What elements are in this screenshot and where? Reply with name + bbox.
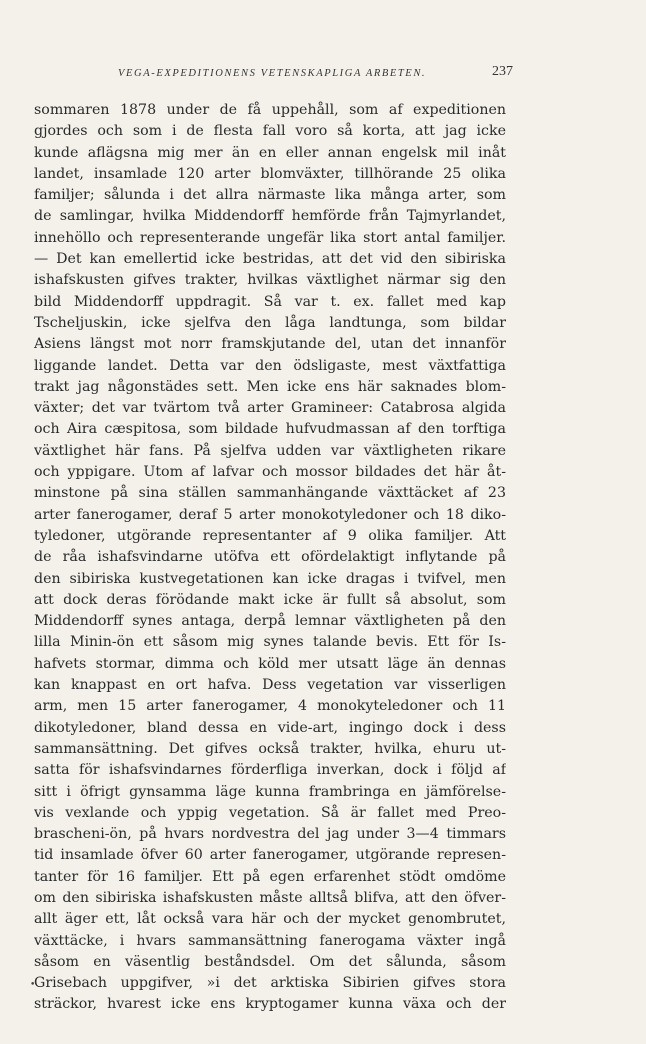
text-line: liggande landet. Detta var den ödsligaste, mest växtfattiga [34,357,506,374]
text-line: innehöllo och representerande ungefär lika stort antal familjer. [34,229,506,246]
text-line: minstone på sina ställen sammanhängande växttäcket af 23 [34,485,506,502]
text-line: hafvets stormar, dimma och köld mer utsatt läge än dennas [34,655,506,672]
text-line: om den sibiriska ishafskusten måste alltså blifva, att den öfver- [34,889,506,906]
text-line: Tscheljuskin, icke sjelfva den låga landtunga, som bildar [34,314,506,331]
text-line: trakt jag någonstädes sett. Men icke ens här saknades blom- [34,378,506,395]
text-line: lilla Minin-ön ett såsom mig synes talande bevis. Ett för Is- [34,634,506,651]
text-line: ishafskusten gifves trakter, hvilkas växtlighet närmar sig den [34,272,506,289]
text-line: såsom en väsentlig beståndsdel. Om det sålunda, såsom [34,953,506,970]
text-line: arter fanerogamer, deraf 5 arter monokotyledoner och 18 diko- [34,506,506,523]
text-line: vis vexlande och yppig vegetation. Så är fallet med Preo- [34,804,506,821]
text-line: gjordes och som i de flesta fall voro så korta, att jag icke [34,123,506,140]
text-line: tanter för 16 familjer. Ett på egen erfarenhet stödt omdöme [34,868,506,885]
text-line: de råa ishafsvindarne utöfva ett ofördelaktigt inflytande på [34,549,506,566]
text-line: och yppigare. Utom af lafvar och mossor bildades det här åt- [34,464,506,481]
text-line: sitt i öfrigt gynsamma läge kunna frambringa en jämförelse- [34,783,506,800]
text-line: familjer; sålunda i det allra närmaste lika många arter, som [34,187,506,204]
text-line: de samlingar, hvilka Middendorff hemförde från Tajmyrlandet, [34,208,506,225]
text-line: — Det kan emellertid icke bestridas, att det vid den sibiriska [34,251,506,268]
text-line: växtlighet här fans. På sjelfva udden var växtligheten rikare [34,442,506,459]
text-line: bild Middendorff uppdragit. Så var t. ex. fallet med kap [34,293,506,310]
text-line: tid insamlade öfver 60 arter fanerogamer, utgörande represen- [34,847,506,864]
running-head: VEGA-EXPEDITIONENS VETENSKAPLIGA ARBETEN. [118,68,427,79]
text-line: kan knappast en ort hafva. Dess vegetation var visserligen [34,677,506,694]
text-line: växter; det var tvärtom två arter Gramineer: Catabrosa algida [34,400,506,417]
margin-mark: • [30,980,36,990]
text-line: kunde aflägsna mig mer än en eller annan engelsk mil inåt [34,144,506,161]
text-line: tyledoner, utgörande representanter af 9 olika familjer. Att [34,527,506,544]
text-line: Middendorff synes antaga, derpå lemnar växtligheten på den [34,613,506,630]
text-line: satta för ishafsvindarnes förderfliga inverkan, dock i följd af [34,762,506,779]
text-line: dikotyledoner, bland dessa en vide-art, ingingo dock i dess [34,719,506,736]
text-line: och Aira cæspitosa, som bildade hufvudmassan af den torftiga [34,421,506,438]
text-line: att dock deras förödande makt icke är fullt så absolut, som [34,591,506,608]
text-line: sträckor, hvarest icke ens kryptogamer kunna växa och der [34,996,506,1013]
text-line: arm, men 15 arter fanerogamer, 4 monokyteledoner och 11 [34,698,506,715]
text-line: Grisebach uppgifver, »i det arktiska Sibirien gifves stora [34,975,506,992]
text-line: den sibiriska kustvegetationen kan icke dragas i tvifvel, men [34,570,506,587]
body-text [34,100,506,1016]
text-line: växttäcke, i hvars sammansättning fanerogama växter ingå [34,932,506,949]
text-line: sammansättning. Det gifves också trakter, hvilka, ehuru ut- [34,740,506,757]
text-line: sommaren 1878 under de få uppehåll, som af expeditionen [34,102,506,118]
text-line: brascheni-ön, på hvars nordvestra del jag under 3—4 timmars [34,826,506,843]
text-line: allt äger ett, låt också vara här och der mycket genombrutet, [34,911,506,928]
text-line: landet, insamlade 120 arter blomväxter, tillhörande 25 olika [34,165,506,182]
text-line: Asiens längst mot norr framskjutande del, utan det innanför [34,336,506,353]
page-number: 237 [492,64,513,79]
